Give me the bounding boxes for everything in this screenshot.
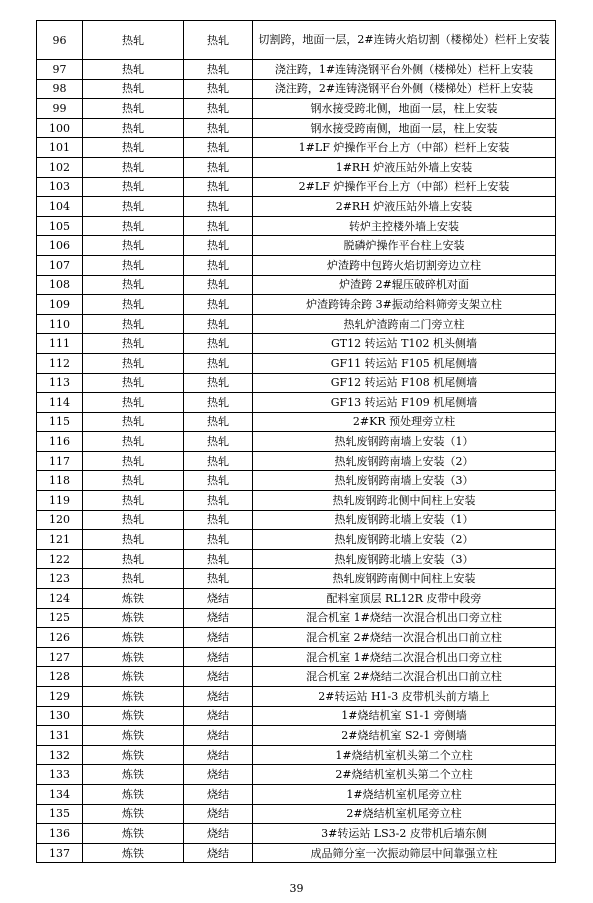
table-row bbox=[37, 569, 556, 589]
department-cell: 热轧 bbox=[83, 432, 184, 452]
location-description-cell: 1#RH 炉液压站外墙上安装 bbox=[253, 157, 556, 177]
location-description-cell: 切割跨，地面一层，2#连铸火焰切割（楼梯处）栏杆上安装 bbox=[253, 21, 556, 60]
sub-department-cell: 热轧 bbox=[184, 491, 253, 511]
row-number-cell: 112 bbox=[37, 353, 83, 373]
page-number: 39 bbox=[289, 882, 304, 895]
table-row bbox=[37, 726, 556, 746]
department-cell: 炼铁 bbox=[83, 589, 184, 609]
table-row bbox=[37, 510, 556, 530]
table-row bbox=[37, 216, 556, 236]
row-number-cell: 136 bbox=[37, 824, 83, 844]
row-number-cell: 123 bbox=[37, 569, 83, 589]
department-cell: 热轧 bbox=[83, 530, 184, 550]
location-description-cell: 浇注跨，2#连铸浇钢平台外侧（楼梯处）栏杆上安装 bbox=[253, 79, 556, 99]
department-cell: 炼铁 bbox=[83, 726, 184, 746]
location-description-cell: 热轧废钢跨南墙上安装（3） bbox=[253, 471, 556, 491]
table-row bbox=[37, 21, 556, 60]
sub-department-cell: 烧结 bbox=[184, 647, 253, 667]
location-description-cell: 1#LF 炉操作平台上方（中部）栏杆上安装 bbox=[253, 138, 556, 158]
sub-department-cell: 热轧 bbox=[184, 295, 253, 315]
row-number-cell: 99 bbox=[37, 99, 83, 119]
location-description-cell: 混合机室 2#烧结二次混合机出口前立柱 bbox=[253, 667, 556, 687]
row-number-cell: 106 bbox=[37, 236, 83, 256]
sub-department-cell: 热轧 bbox=[184, 197, 253, 217]
row-number-cell: 113 bbox=[37, 373, 83, 393]
row-number-cell: 109 bbox=[37, 295, 83, 315]
department-cell: 热轧 bbox=[83, 549, 184, 569]
sub-department-cell: 热轧 bbox=[184, 79, 253, 99]
department-cell: 热轧 bbox=[83, 569, 184, 589]
sub-department-cell: 烧结 bbox=[184, 687, 253, 707]
sub-department-cell: 热轧 bbox=[184, 314, 253, 334]
sub-department-cell: 烧结 bbox=[184, 784, 253, 804]
location-description-cell: 炉渣跨铸余跨 3#振动给料筛旁支架立柱 bbox=[253, 295, 556, 315]
table-row bbox=[37, 843, 556, 863]
sub-department-cell: 热轧 bbox=[184, 471, 253, 491]
sub-department-cell: 烧结 bbox=[184, 824, 253, 844]
sub-department-cell: 热轧 bbox=[184, 412, 253, 432]
department-cell: 热轧 bbox=[83, 314, 184, 334]
location-description-cell: 热轧废钢跨北墙上安装（2） bbox=[253, 530, 556, 550]
department-cell: 热轧 bbox=[83, 451, 184, 471]
location-description-cell: 3#转运站 LS3-2 皮带机后墙东侧 bbox=[253, 824, 556, 844]
department-cell: 炼铁 bbox=[83, 843, 184, 863]
table-row bbox=[37, 784, 556, 804]
location-description-cell: 热轧废钢跨南侧中间柱上安装 bbox=[253, 569, 556, 589]
table-body bbox=[37, 21, 556, 863]
table-row bbox=[37, 804, 556, 824]
department-cell: 热轧 bbox=[83, 60, 184, 80]
location-description-cell: 热轧废钢跨北墙上安装（1） bbox=[253, 510, 556, 530]
location-description-cell: 1#烧结机室机尾旁立柱 bbox=[253, 784, 556, 804]
sub-department-cell: 热轧 bbox=[184, 275, 253, 295]
location-description-cell: 热轧废钢跨北侧中间柱上安装 bbox=[253, 491, 556, 511]
table-row bbox=[37, 824, 556, 844]
location-description-cell: 2#烧结机室 S2-1 旁侧墙 bbox=[253, 726, 556, 746]
location-description-cell: 2#KR 预处理旁立柱 bbox=[253, 412, 556, 432]
row-number-cell: 114 bbox=[37, 393, 83, 413]
location-description-cell: 钢水接受跨南侧，地面一层，柱上安装 bbox=[253, 118, 556, 138]
department-cell: 热轧 bbox=[83, 21, 184, 60]
sub-department-cell: 烧结 bbox=[184, 804, 253, 824]
location-description-cell: 2#RH 炉液压站外墙上安装 bbox=[253, 197, 556, 217]
table-row bbox=[37, 177, 556, 197]
department-cell: 热轧 bbox=[83, 236, 184, 256]
sub-department-cell: 烧结 bbox=[184, 706, 253, 726]
table-row bbox=[37, 353, 556, 373]
table-row bbox=[37, 628, 556, 648]
row-number-cell: 129 bbox=[37, 687, 83, 707]
department-cell: 炼铁 bbox=[83, 647, 184, 667]
location-description-cell: GF13 转运站 F109 机尾侧墙 bbox=[253, 393, 556, 413]
row-number-cell: 97 bbox=[37, 60, 83, 80]
sub-department-cell: 热轧 bbox=[184, 236, 253, 256]
sub-department-cell: 烧结 bbox=[184, 608, 253, 628]
row-number-cell: 137 bbox=[37, 843, 83, 863]
row-number-cell: 96 bbox=[37, 21, 83, 60]
row-number-cell: 131 bbox=[37, 726, 83, 746]
sub-department-cell: 烧结 bbox=[184, 843, 253, 863]
sub-department-cell: 热轧 bbox=[184, 334, 253, 354]
row-number-cell: 115 bbox=[37, 412, 83, 432]
department-cell: 炼铁 bbox=[83, 784, 184, 804]
department-cell: 热轧 bbox=[83, 216, 184, 236]
location-description-cell: 2#烧结机室机尾旁立柱 bbox=[253, 804, 556, 824]
sub-department-cell: 热轧 bbox=[184, 138, 253, 158]
sub-department-cell: 热轧 bbox=[184, 510, 253, 530]
table-row bbox=[37, 295, 556, 315]
department-cell: 热轧 bbox=[83, 373, 184, 393]
row-number-cell: 120 bbox=[37, 510, 83, 530]
row-number-cell: 117 bbox=[37, 451, 83, 471]
location-description-cell: 浇注跨，1#连铸浇钢平台外侧（楼梯处）栏杆上安装 bbox=[253, 60, 556, 80]
department-cell: 热轧 bbox=[83, 393, 184, 413]
sub-department-cell: 烧结 bbox=[184, 745, 253, 765]
department-cell: 热轧 bbox=[83, 275, 184, 295]
table-row bbox=[37, 118, 556, 138]
table-row bbox=[37, 60, 556, 80]
location-description-cell: 转炉主控楼外墙上安装 bbox=[253, 216, 556, 236]
sub-department-cell: 热轧 bbox=[184, 549, 253, 569]
sub-department-cell: 热轧 bbox=[184, 60, 253, 80]
sub-department-cell: 热轧 bbox=[184, 569, 253, 589]
row-number-cell: 135 bbox=[37, 804, 83, 824]
department-cell: 热轧 bbox=[83, 79, 184, 99]
table-row bbox=[37, 157, 556, 177]
department-cell: 热轧 bbox=[83, 138, 184, 158]
sub-department-cell: 热轧 bbox=[184, 432, 253, 452]
table-row bbox=[37, 138, 556, 158]
location-description-cell: 炉渣跨中包跨火焰切割旁边立柱 bbox=[253, 255, 556, 275]
location-description-cell: 1#烧结机室 S1-1 旁侧墙 bbox=[253, 706, 556, 726]
location-description-cell: 混合机室 1#烧结一次混合机出口旁立柱 bbox=[253, 608, 556, 628]
department-cell: 热轧 bbox=[83, 334, 184, 354]
department-cell: 热轧 bbox=[83, 157, 184, 177]
department-cell: 炼铁 bbox=[83, 608, 184, 628]
location-description-cell: 成品筛分室一次振动筛层中间靠强立柱 bbox=[253, 843, 556, 863]
location-description-cell: 热轧废钢跨南墙上安装（1） bbox=[253, 432, 556, 452]
row-number-cell: 132 bbox=[37, 745, 83, 765]
row-number-cell: 121 bbox=[37, 530, 83, 550]
department-cell: 热轧 bbox=[83, 491, 184, 511]
table-row bbox=[37, 197, 556, 217]
department-cell: 炼铁 bbox=[83, 706, 184, 726]
table-row bbox=[37, 765, 556, 785]
location-description-cell: 热轧炉渣跨南二门旁立柱 bbox=[253, 314, 556, 334]
department-cell: 炼铁 bbox=[83, 628, 184, 648]
sub-department-cell: 热轧 bbox=[184, 99, 253, 119]
row-number-cell: 111 bbox=[37, 334, 83, 354]
department-cell: 炼铁 bbox=[83, 745, 184, 765]
table-row bbox=[37, 334, 556, 354]
table-row bbox=[37, 549, 556, 569]
row-number-cell: 98 bbox=[37, 79, 83, 99]
department-cell: 炼铁 bbox=[83, 824, 184, 844]
sub-department-cell: 热轧 bbox=[184, 373, 253, 393]
table-row bbox=[37, 393, 556, 413]
location-description-cell: 混合机室 2#烧结一次混合机出口前立柱 bbox=[253, 628, 556, 648]
location-description-cell: 2#烧结机室机头第二个立柱 bbox=[253, 765, 556, 785]
table-row bbox=[37, 99, 556, 119]
table-row bbox=[37, 314, 556, 334]
sub-department-cell: 热轧 bbox=[184, 393, 253, 413]
department-cell: 热轧 bbox=[83, 177, 184, 197]
department-cell: 热轧 bbox=[83, 255, 184, 275]
location-description-cell: GT12 转运站 T102 机头侧墙 bbox=[253, 334, 556, 354]
row-number-cell: 133 bbox=[37, 765, 83, 785]
table-row bbox=[37, 745, 556, 765]
row-number-cell: 100 bbox=[37, 118, 83, 138]
department-cell: 炼铁 bbox=[83, 667, 184, 687]
department-cell: 热轧 bbox=[83, 197, 184, 217]
table-row bbox=[37, 255, 556, 275]
location-description-cell: GF12 转运站 F108 机尾侧墙 bbox=[253, 373, 556, 393]
row-number-cell: 102 bbox=[37, 157, 83, 177]
row-number-cell: 107 bbox=[37, 255, 83, 275]
row-number-cell: 126 bbox=[37, 628, 83, 648]
row-number-cell: 110 bbox=[37, 314, 83, 334]
sub-department-cell: 热轧 bbox=[184, 118, 253, 138]
location-description-cell: 2#转运站 H1-3 皮带机头前方墙上 bbox=[253, 687, 556, 707]
table-row bbox=[37, 471, 556, 491]
sub-department-cell: 烧结 bbox=[184, 726, 253, 746]
location-description-cell: 配料室顶层 RL12R 皮带中段旁 bbox=[253, 589, 556, 609]
row-number-cell: 103 bbox=[37, 177, 83, 197]
sub-department-cell: 热轧 bbox=[184, 157, 253, 177]
department-cell: 热轧 bbox=[83, 295, 184, 315]
department-cell: 炼铁 bbox=[83, 687, 184, 707]
department-cell: 热轧 bbox=[83, 118, 184, 138]
row-number-cell: 130 bbox=[37, 706, 83, 726]
location-description-cell: 钢水接受跨北侧，地面一层，柱上安装 bbox=[253, 99, 556, 119]
sub-department-cell: 热轧 bbox=[184, 21, 253, 60]
table-row bbox=[37, 589, 556, 609]
sub-department-cell: 热轧 bbox=[184, 451, 253, 471]
table-row bbox=[37, 275, 556, 295]
row-number-cell: 105 bbox=[37, 216, 83, 236]
sub-department-cell: 热轧 bbox=[184, 216, 253, 236]
department-cell: 热轧 bbox=[83, 471, 184, 491]
sub-department-cell: 热轧 bbox=[184, 353, 253, 373]
row-number-cell: 118 bbox=[37, 471, 83, 491]
table-row bbox=[37, 79, 556, 99]
location-description-cell: GF11 转运站 F105 机尾侧墙 bbox=[253, 353, 556, 373]
table-row bbox=[37, 667, 556, 687]
table-row bbox=[37, 530, 556, 550]
location-description-cell: 炉渣跨 2#辊压破碎机对面 bbox=[253, 275, 556, 295]
row-number-cell: 128 bbox=[37, 667, 83, 687]
row-number-cell: 119 bbox=[37, 491, 83, 511]
table-row bbox=[37, 608, 556, 628]
sub-department-cell: 烧结 bbox=[184, 628, 253, 648]
sub-department-cell: 烧结 bbox=[184, 589, 253, 609]
location-description-cell: 热轧废钢跨北墙上安装（3） bbox=[253, 549, 556, 569]
department-cell: 热轧 bbox=[83, 412, 184, 432]
sub-department-cell: 热轧 bbox=[184, 177, 253, 197]
table-row bbox=[37, 647, 556, 667]
row-number-cell: 125 bbox=[37, 608, 83, 628]
table-row bbox=[37, 412, 556, 432]
sub-department-cell: 烧结 bbox=[184, 765, 253, 785]
row-number-cell: 124 bbox=[37, 589, 83, 609]
table-row bbox=[37, 687, 556, 707]
table-row bbox=[37, 432, 556, 452]
location-description-cell: 热轧废钢跨南墙上安装（2） bbox=[253, 451, 556, 471]
row-number-cell: 104 bbox=[37, 197, 83, 217]
table-row bbox=[37, 451, 556, 471]
table-row bbox=[37, 236, 556, 256]
sub-department-cell: 烧结 bbox=[184, 667, 253, 687]
location-description-cell: 脱磷炉操作平台柱上安装 bbox=[253, 236, 556, 256]
department-cell: 炼铁 bbox=[83, 804, 184, 824]
location-description-cell: 1#烧结机室机头第二个立柱 bbox=[253, 745, 556, 765]
row-number-cell: 108 bbox=[37, 275, 83, 295]
table-row bbox=[37, 706, 556, 726]
department-cell: 热轧 bbox=[83, 510, 184, 530]
row-number-cell: 122 bbox=[37, 549, 83, 569]
row-number-cell: 101 bbox=[37, 138, 83, 158]
sub-department-cell: 热轧 bbox=[184, 530, 253, 550]
location-description-cell: 2#LF 炉操作平台上方（中部）栏杆上安装 bbox=[253, 177, 556, 197]
table-row bbox=[37, 491, 556, 511]
table-row bbox=[37, 373, 556, 393]
installation-location-table bbox=[36, 20, 556, 863]
row-number-cell: 127 bbox=[37, 647, 83, 667]
location-description-cell: 混合机室 1#烧结二次混合机出口旁立柱 bbox=[253, 647, 556, 667]
row-number-cell: 116 bbox=[37, 432, 83, 452]
department-cell: 热轧 bbox=[83, 99, 184, 119]
department-cell: 炼铁 bbox=[83, 765, 184, 785]
sub-department-cell: 热轧 bbox=[184, 255, 253, 275]
row-number-cell: 134 bbox=[37, 784, 83, 804]
department-cell: 热轧 bbox=[83, 353, 184, 373]
